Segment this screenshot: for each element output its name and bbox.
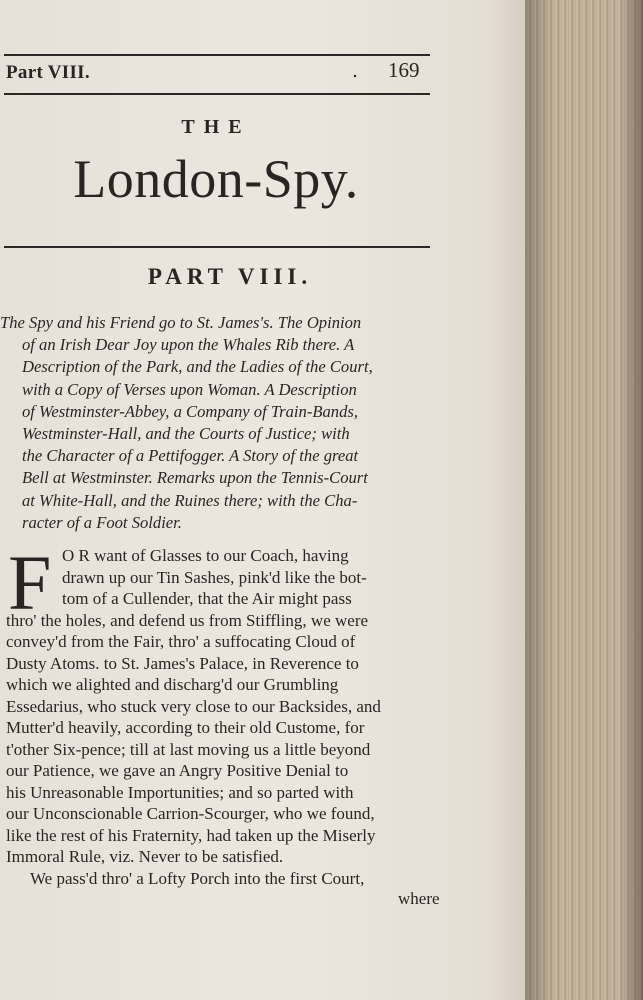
body-line: Immoral Rule, viz. Never to be satisfied.: [6, 847, 284, 866]
part-heading: PART VIII.: [147, 264, 313, 289]
summary-line: Bell at Westminster. Remarks upon the Tennis-Court: [22, 468, 368, 488]
body-line: our Patience, we gave an Angry Positive Denial to: [6, 761, 349, 780]
chapter-summary: [0, 312, 452, 534]
catchword: where: [398, 889, 440, 908]
body-line: Dusty Atoms. to St. James's Palace, in Reverence to: [6, 653, 359, 673]
summary-line: The Spy and his Friend go to St. James's. The Opinion: [0, 313, 362, 332]
summary-line: at White-Hall, and the Ruines there; with the Cha-: [22, 490, 358, 510]
running-title: Part VIII.: [6, 62, 90, 83]
summary-line: racter of a Foot Soldier.: [22, 512, 182, 532]
summary-line: of Westminster-Abbey, a Company of Train-Bands,: [22, 401, 358, 421]
body-line: drawn up our Tin Sashes, pink'd like the bot-: [62, 567, 367, 587]
body-line: his Unreasonable Importunities; and so parted with: [6, 782, 354, 802]
body-line: tom of a Cullender, that the Air might pass: [62, 589, 352, 608]
body-line: like the rest of his Fraternity, had taken up the Miserly: [6, 825, 376, 845]
header-rule-bottom: [4, 93, 430, 95]
page-number: 169: [388, 58, 420, 82]
running-dot: .: [352, 60, 359, 82]
summary-line: Westminster-Hall, and the Courts of Justice; with: [22, 424, 350, 444]
body-line: convey'd from the Fair, thro' a suffocating Cloud of: [6, 632, 356, 651]
body-line: which we alighted and discharg'd our Grumbling: [6, 675, 339, 694]
page-edges-shadow: [525, 0, 643, 1000]
summary-line: with a Copy of Verses upon Woman. A Description: [22, 379, 357, 399]
header-rule-top: [4, 54, 430, 56]
title-rule: [4, 246, 430, 248]
body-line: Essedarius, who stuck very close to our Backsides, and: [6, 696, 381, 716]
summary-line: the Character of a Pettifogger. A Story of the great: [22, 446, 359, 466]
book-title: London-Spy.: [73, 149, 359, 209]
body-line: our Unconscionable Carrion-Scourger, who we found,: [6, 804, 375, 823]
body-line: Mutter'd heavily, according to their old Custome, for: [6, 718, 365, 737]
body-line: t'other Six-pence; till at last moving us a little beyond: [6, 739, 371, 759]
body-line: thro' the holes, and defend us from Stiffling, we were: [6, 610, 369, 630]
summary-line: Description of the Park, and the Ladies of the Court,: [22, 357, 373, 377]
summary-line: of an Irish Dear Joy upon the Whales Rib there. A: [22, 335, 355, 355]
body-line: O R want of Glasses to our Coach, having: [62, 546, 349, 565]
body-line: We pass'd thro' a Lofty Porch into the first Court,: [30, 868, 365, 888]
body-paragraph: [0, 539, 452, 889]
drop-cap: F: [8, 539, 52, 626]
title-article: THE: [181, 116, 251, 138]
